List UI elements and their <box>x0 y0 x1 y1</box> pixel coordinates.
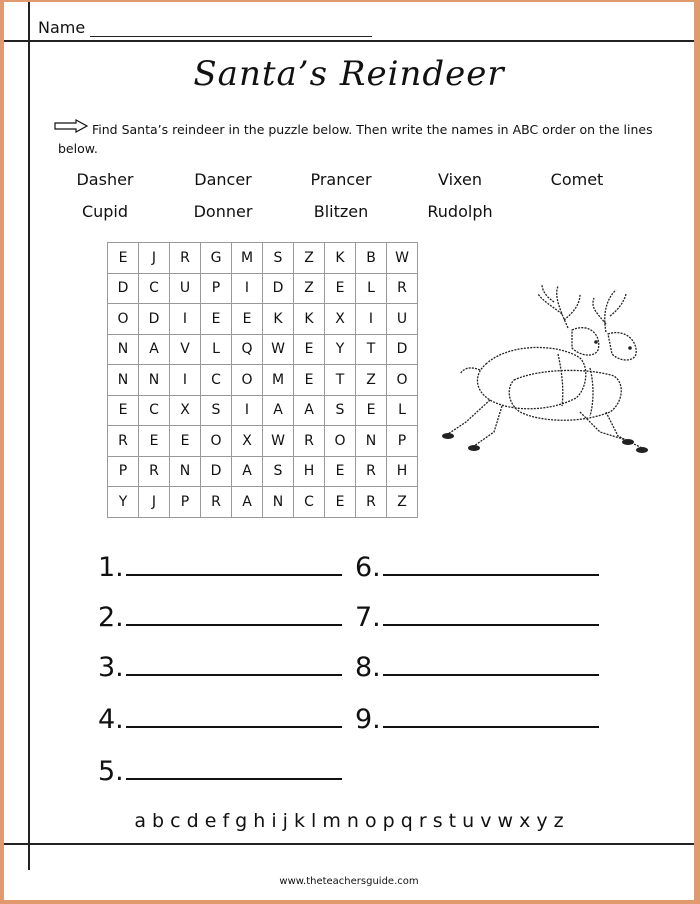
puzzle-cell[interactable]: K <box>263 304 294 335</box>
puzzle-cell[interactable]: W <box>263 335 294 366</box>
puzzle-cell[interactable]: K <box>325 243 356 274</box>
puzzle-cell[interactable]: P <box>108 457 139 488</box>
puzzle-cell[interactable]: P <box>170 487 201 518</box>
puzzle-cell[interactable]: I <box>356 304 387 335</box>
puzzle-cell[interactable]: A <box>232 487 263 518</box>
puzzle-cell[interactable]: O <box>387 365 418 396</box>
puzzle-cell[interactable]: G <box>201 243 232 274</box>
puzzle-cell[interactable]: B <box>356 243 387 274</box>
name-label: Name <box>38 18 86 37</box>
puzzle-cell[interactable]: D <box>139 304 170 335</box>
puzzle-cell[interactable]: K <box>294 304 325 335</box>
puzzle-cell[interactable]: V <box>170 335 201 366</box>
answer-line[interactable]: 2. <box>98 602 342 633</box>
word-bank-item: Prancer <box>310 170 372 189</box>
margin-rule <box>28 2 30 870</box>
answer-line[interactable]: 6. <box>355 552 599 583</box>
footer-url: www.theteachersguide.com <box>279 876 419 887</box>
puzzle-cell[interactable]: E <box>232 304 263 335</box>
puzzle-cell[interactable]: L <box>356 274 387 305</box>
puzzle-cell[interactable]: O <box>201 426 232 457</box>
puzzle-cell[interactable]: R <box>356 487 387 518</box>
puzzle-cell[interactable]: T <box>325 365 356 396</box>
instructions: Find Santa’s reindeer in the puzzle below. Then write the names in ABC order on the lines below. <box>58 122 653 156</box>
puzzle-cell[interactable]: C <box>139 396 170 427</box>
puzzle-cell[interactable]: M <box>232 243 263 274</box>
puzzle-cell[interactable]: N <box>108 335 139 366</box>
puzzle-cell[interactable]: H <box>387 457 418 488</box>
puzzle-cell[interactable]: C <box>294 487 325 518</box>
puzzle-cell[interactable]: E <box>201 304 232 335</box>
answer-line[interactable]: 4. <box>98 704 342 735</box>
puzzle-cell[interactable]: T <box>356 335 387 366</box>
puzzle-cell[interactable]: N <box>356 426 387 457</box>
puzzle-cell[interactable]: W <box>387 243 418 274</box>
puzzle-cell[interactable]: M <box>263 365 294 396</box>
puzzle-cell[interactable]: W <box>263 426 294 457</box>
puzzle-cell[interactable]: E <box>108 243 139 274</box>
puzzle-cell[interactable]: D <box>263 274 294 305</box>
puzzle-cell[interactable]: E <box>170 426 201 457</box>
puzzle-cell[interactable]: O <box>232 365 263 396</box>
puzzle-cell[interactable]: E <box>108 396 139 427</box>
puzzle-cell[interactable]: Z <box>356 365 387 396</box>
puzzle-cell[interactable]: E <box>294 365 325 396</box>
puzzle-cell[interactable]: Z <box>294 274 325 305</box>
alphabet-strip: a b c d e f g h i j k l m n o p q r s t u v w x y z <box>134 810 564 832</box>
puzzle-cell[interactable]: U <box>387 304 418 335</box>
word-bank-item: Vixen <box>438 170 482 189</box>
puzzle-cell[interactable]: R <box>139 457 170 488</box>
name-line[interactable] <box>90 36 372 37</box>
puzzle-cell[interactable]: C <box>201 365 232 396</box>
word-bank-item: Dancer <box>194 170 252 189</box>
answer-line[interactable]: 9. <box>355 704 599 735</box>
puzzle-cell[interactable]: E <box>325 457 356 488</box>
puzzle-cell[interactable]: E <box>356 396 387 427</box>
word-search-grid[interactable] <box>107 242 418 518</box>
puzzle-cell[interactable]: R <box>356 457 387 488</box>
puzzle-cell[interactable]: N <box>108 365 139 396</box>
puzzle-cell[interactable]: A <box>294 396 325 427</box>
page-title: Santa’s Reindeer <box>193 54 505 94</box>
puzzle-cell[interactable]: D <box>201 457 232 488</box>
puzzle-cell[interactable]: E <box>294 335 325 366</box>
puzzle-cell[interactable]: Z <box>294 243 325 274</box>
puzzle-cell[interactable]: R <box>108 426 139 457</box>
puzzle-cell[interactable]: R <box>170 243 201 274</box>
puzzle-cell[interactable]: X <box>325 304 356 335</box>
puzzle-cell[interactable]: D <box>387 335 418 366</box>
puzzle-cell[interactable]: J <box>139 487 170 518</box>
answer-line[interactable]: 3. <box>98 652 342 683</box>
puzzle-cell[interactable]: R <box>201 487 232 518</box>
puzzle-cell[interactable]: Q <box>232 335 263 366</box>
word-bank-item: Rudolph <box>427 202 493 221</box>
answer-line[interactable]: 1. <box>98 552 342 583</box>
puzzle-cell[interactable]: X <box>170 396 201 427</box>
puzzle-cell[interactable]: I <box>232 274 263 305</box>
reindeer-illustration <box>430 272 650 462</box>
puzzle-cell[interactable]: R <box>294 426 325 457</box>
puzzle-cell[interactable]: S <box>263 457 294 488</box>
puzzle-cell[interactable]: I <box>170 304 201 335</box>
puzzle-cell[interactable]: A <box>263 396 294 427</box>
puzzle-cell[interactable]: O <box>325 426 356 457</box>
puzzle-cell[interactable]: Y <box>325 335 356 366</box>
puzzle-cell[interactable]: P <box>201 274 232 305</box>
puzzle-cell[interactable]: J <box>139 243 170 274</box>
puzzle-cell[interactable]: E <box>139 426 170 457</box>
puzzle-cell[interactable]: S <box>201 396 232 427</box>
puzzle-cell[interactable]: E <box>325 274 356 305</box>
puzzle-cell[interactable]: Y <box>108 487 139 518</box>
worksheet-page <box>4 2 694 900</box>
puzzle-cell[interactable]: Z <box>387 487 418 518</box>
word-bank-item: Dasher <box>76 170 134 189</box>
answer-line[interactable]: 7. <box>355 602 599 633</box>
puzzle-cell[interactable]: A <box>232 457 263 488</box>
puzzle-cell[interactable]: R <box>387 274 418 305</box>
puzzle-cell[interactable]: S <box>325 396 356 427</box>
answer-line[interactable]: 8. <box>355 652 599 683</box>
word-bank-item: Comet <box>550 170 604 189</box>
puzzle-cell[interactable]: I <box>232 396 263 427</box>
puzzle-cell[interactable]: L <box>387 396 418 427</box>
answer-line[interactable]: 5. <box>98 756 342 787</box>
puzzle-cell[interactable]: C <box>139 274 170 305</box>
puzzle-cell[interactable]: D <box>108 274 139 305</box>
word-bank-item: Donner <box>193 202 253 221</box>
puzzle-cell[interactable]: E <box>325 487 356 518</box>
puzzle-cell[interactable]: N <box>170 457 201 488</box>
footer-rule <box>4 843 694 845</box>
puzzle-cell[interactable]: N <box>263 487 294 518</box>
puzzle-cell[interactable]: U <box>170 274 201 305</box>
puzzle-cell[interactable]: L <box>201 335 232 366</box>
puzzle-cell[interactable]: H <box>294 457 325 488</box>
puzzle-cell[interactable]: O <box>108 304 139 335</box>
word-bank-item: Cupid <box>81 202 129 221</box>
puzzle-cell[interactable]: X <box>232 426 263 457</box>
puzzle-cell[interactable]: P <box>387 426 418 457</box>
header-rule <box>4 40 694 42</box>
word-bank-item: Blitzen <box>313 202 369 221</box>
puzzle-cell[interactable]: N <box>139 365 170 396</box>
puzzle-cell[interactable]: A <box>139 335 170 366</box>
puzzle-cell[interactable]: I <box>170 365 201 396</box>
puzzle-cell[interactable]: S <box>263 243 294 274</box>
